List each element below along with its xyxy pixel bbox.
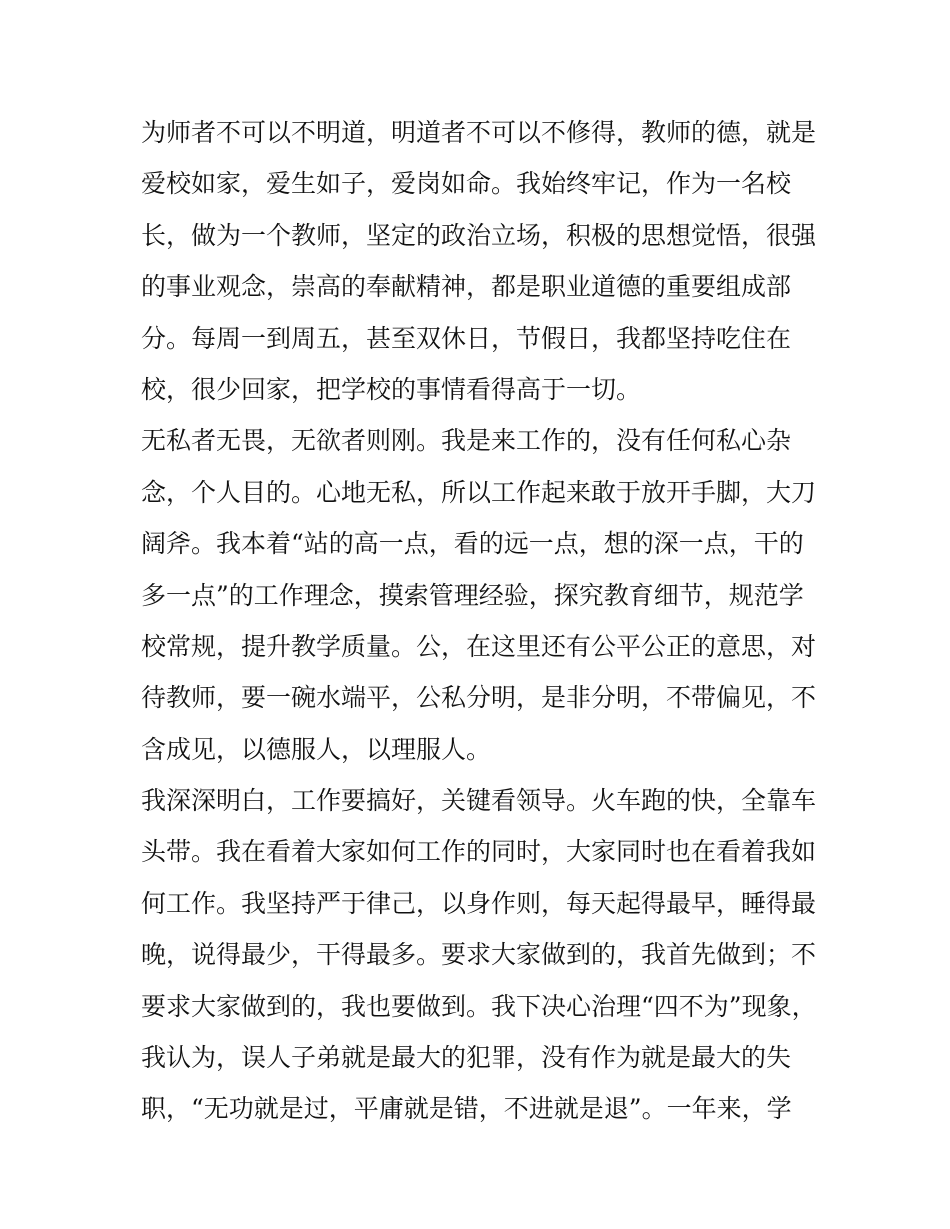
- text-line: 多一点”的工作理念，摸索管理经验，探究教育细节，规范学: [141, 580, 804, 610]
- text-line: 职，“无功就是过，平庸就是错，不进就是退”。一年来，学: [141, 1094, 792, 1124]
- text-line: 的事业观念，崇高的奉献精神，都是职业道德的重要组成部: [141, 272, 792, 302]
- text-line: 我认为，误人子弟就是最大的犯罪，没有作为就是最大的失: [141, 1043, 792, 1073]
- text-line: 阔斧。我本着“站的高一点，看的远一点，想的深一点，干的: [141, 529, 804, 559]
- text-line: 校，很少回家，把学校的事情看得高于一切。: [141, 374, 642, 404]
- text-line: 待教师，要一碗水端平，公私分明，是非分明，不带偏见，不: [141, 683, 817, 713]
- text-line: 爱校如家，爱生如子，爱岗如命。我始终牢记，作为一名校: [141, 169, 792, 199]
- text-line: 念，个人目的。心地无私，所以工作起来敢于放开手脚，大刀: [141, 477, 817, 507]
- text-line: 为师者不可以不明道，明道者不可以不修得，教师的德，就是: [141, 118, 817, 147]
- text-line: 要求大家做到的，我也要做到。我下决心治理“四不为”现象，: [141, 991, 817, 1021]
- text-line: 校常规，提升教学质量。公，在这里还有公平公正的意思，对: [141, 631, 817, 661]
- body-text: [141, 107, 821, 1135]
- text-line: 分。每周一到周五，甚至双休日，节假日，我都坚持吃住在: [141, 323, 792, 353]
- text-line: 我深深明白，工作要搞好，关键看领导。火车跑的快，全靠车: [141, 786, 817, 816]
- text-line: 晚，说得最少，干得最多。要求大家做到的，我首先做到；不: [141, 940, 817, 970]
- text-line: 含成见，以德服人，以理服人。: [141, 734, 492, 764]
- text-line: 无私者无畏，无欲者则刚。我是来工作的，没有任何私心杂: [141, 426, 792, 456]
- text-line: 头带。我在看着大家如何工作的同时，大家同时也在看着我如: [141, 837, 817, 867]
- text-line: 长，做为一个教师，坚定的政治立场，积极的思想觉悟，很强: [141, 220, 817, 250]
- text-line: 何工作。我坚持严于律己，以身作则，每天起得最早，睡得最: [141, 888, 817, 918]
